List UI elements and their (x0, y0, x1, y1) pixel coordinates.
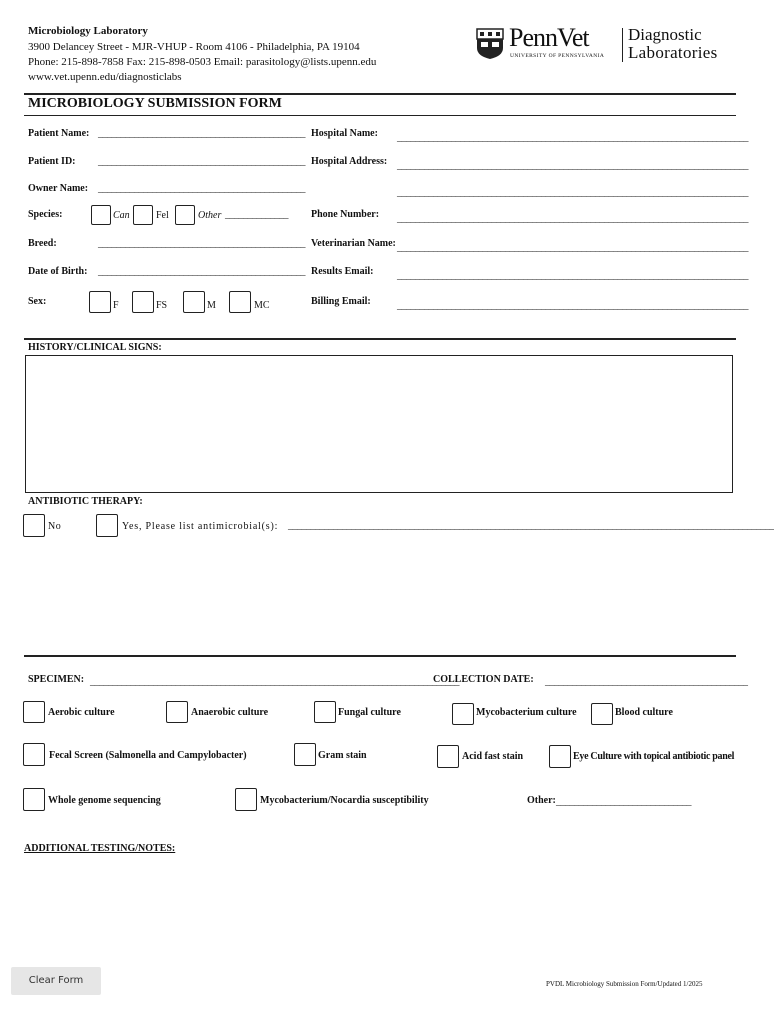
species-other-checkbox[interactable] (175, 205, 195, 225)
sex-fs-checkbox[interactable] (132, 291, 154, 313)
history-label: HISTORY/CLINICAL SIGNS: (28, 342, 162, 353)
phone-field[interactable]: ______________________________________________________________________________ (397, 213, 748, 224)
anaerobic-checkbox[interactable] (166, 701, 188, 723)
myco-label: Mycobacterium culture (476, 707, 577, 718)
specimen-label: SPECIMEN: (28, 674, 85, 685)
aerobic-checkbox[interactable] (23, 701, 45, 723)
history-rule (24, 338, 736, 340)
patient-id-field[interactable]: ______________________________________________ (98, 156, 305, 167)
species-can-label: Can (113, 210, 130, 221)
clear-form-button[interactable]: Clear Form (11, 967, 101, 995)
phone-label: Phone Number: (311, 209, 380, 220)
breed-field[interactable]: ______________________________________________ (98, 238, 305, 249)
antibiotic-no-label: No (48, 521, 62, 532)
other-test-field[interactable]: ______________________________ (556, 796, 691, 807)
fungal-label: Fungal culture (338, 707, 401, 718)
specimen-rule (24, 655, 736, 657)
eye-checkbox[interactable] (549, 745, 571, 768)
hospital-address-label: Hospital Address: (311, 156, 388, 167)
antibiotic-label: ANTIBIOTIC THERAPY: (28, 496, 143, 507)
billing-email-field[interactable]: ______________________________________________________________________________ (397, 300, 748, 311)
blood-label: Blood culture (615, 707, 673, 718)
other-test-label: Other: (527, 795, 556, 806)
owner-name-field[interactable]: ______________________________________________ (98, 183, 305, 194)
patient-name-field[interactable]: ______________________________________________ (98, 128, 305, 139)
fecal-checkbox[interactable] (23, 743, 45, 766)
wgs-checkbox[interactable] (23, 788, 45, 811)
dob-label: Date of Birth: (28, 266, 88, 277)
results-email-field[interactable]: ______________________________________________________________________________ (397, 270, 748, 281)
blood-checkbox[interactable] (591, 703, 613, 725)
collection-date-label: COLLECTION DATE: (433, 674, 534, 685)
species-label: Species: (28, 209, 63, 220)
logo-university: UNIVERSITY OF PENNSYLVANIA (510, 53, 605, 59)
collection-date-field[interactable]: _____________________________________________ (545, 676, 748, 687)
form-title: MICROBIOLOGY SUBMISSION FORM (28, 96, 282, 111)
fungal-checkbox[interactable] (314, 701, 336, 723)
specimen-field[interactable]: __________________________________________________________________________________ (90, 676, 459, 687)
sex-f-label: F (113, 300, 119, 311)
species-other-field[interactable]: ______________ (225, 209, 288, 220)
sex-label: Sex: (28, 296, 47, 307)
history-textarea[interactable] (25, 355, 733, 493)
logo-line1: Diagnostic (628, 25, 702, 44)
billing-email-label: Billing Email: (311, 296, 371, 307)
breed-label: Breed: (28, 238, 57, 249)
hospital-address-field[interactable]: ______________________________________________________________________________ (397, 160, 748, 171)
logo-brand: PennVet (509, 23, 589, 52)
pennvet-logo (476, 23, 736, 66)
dob-field[interactable]: ______________________________________________ (98, 266, 305, 277)
lab-website[interactable]: www.vet.upenn.edu/diagnosticlabs (28, 71, 182, 83)
myco-noc-checkbox[interactable] (235, 788, 257, 811)
footer-text: PVDL Microbiology Submission Form/Updated 1/2025 (546, 980, 703, 988)
species-fel-checkbox[interactable] (133, 205, 153, 225)
fecal-label: Fecal Screen (Salmonella and Campylobacter) (49, 750, 247, 761)
sex-m-checkbox[interactable] (183, 291, 205, 313)
title-rule (24, 93, 736, 95)
logo-divider (622, 28, 623, 62)
anaerobic-label: Anaerobic culture (191, 707, 269, 718)
notes-label: ADDITIONAL TESTING/NOTES: (24, 843, 176, 854)
vet-name-field[interactable]: ______________________________________________________________________________ (397, 242, 748, 253)
gram-checkbox[interactable] (294, 743, 316, 766)
title-rule-bottom (24, 115, 736, 116)
antibiotic-list-field[interactable]: ____________________________________________________________________________________________________________ (288, 520, 774, 531)
sex-mc-checkbox[interactable] (229, 291, 251, 313)
hospital-name-field[interactable]: ______________________________________________________________________________ (397, 132, 748, 143)
wgs-label: Whole genome sequencing (48, 795, 161, 806)
gram-label: Gram stain (318, 750, 367, 761)
sex-mc-label: MC (254, 300, 270, 311)
sex-fs-label: FS (156, 300, 168, 311)
hospital-address-field-2[interactable]: ______________________________________________________________________________ (397, 187, 748, 198)
sex-f-checkbox[interactable] (89, 291, 111, 313)
aerobic-label: Aerobic culture (48, 707, 115, 718)
logo-line2: Laboratories (628, 43, 718, 62)
results-email-label: Results Email: (311, 266, 374, 277)
vet-name-label: Veterinarian Name: (311, 238, 396, 249)
antibiotic-yes-label: Yes, Please list antimicrobial(s): (122, 521, 279, 532)
antibiotic-no-checkbox[interactable] (23, 514, 45, 537)
lab-contact: Phone: 215-898-7858 Fax: 215-898-0503 Email: parasitology@lists.upenn.edu (28, 56, 377, 68)
eye-label: Eye Culture with topical antibiotic panel (573, 751, 735, 762)
lab-address: 3900 Delancey Street - MJR-VHUP - Room 4106 - Philadelphia, PA 19104 (28, 41, 360, 53)
species-fel-label: Fel (156, 210, 169, 221)
acid-checkbox[interactable] (437, 745, 459, 768)
sex-m-label: M (207, 300, 216, 311)
species-other-label: Other (198, 210, 222, 221)
lab-name: Microbiology Laboratory (28, 25, 148, 37)
patient-id-label: Patient ID: (28, 156, 76, 167)
penn-shield-icon (476, 28, 504, 60)
myco-checkbox[interactable] (452, 703, 474, 725)
patient-name-label: Patient Name: (28, 128, 90, 139)
acid-label: Acid fast stain (462, 751, 524, 762)
hospital-name-label: Hospital Name: (311, 128, 378, 139)
antibiotic-yes-checkbox[interactable] (96, 514, 118, 537)
myco-noc-label: Mycobacterium/Nocardia susceptibility (260, 795, 429, 806)
owner-name-label: Owner Name: (28, 183, 89, 194)
species-can-checkbox[interactable] (91, 205, 111, 225)
